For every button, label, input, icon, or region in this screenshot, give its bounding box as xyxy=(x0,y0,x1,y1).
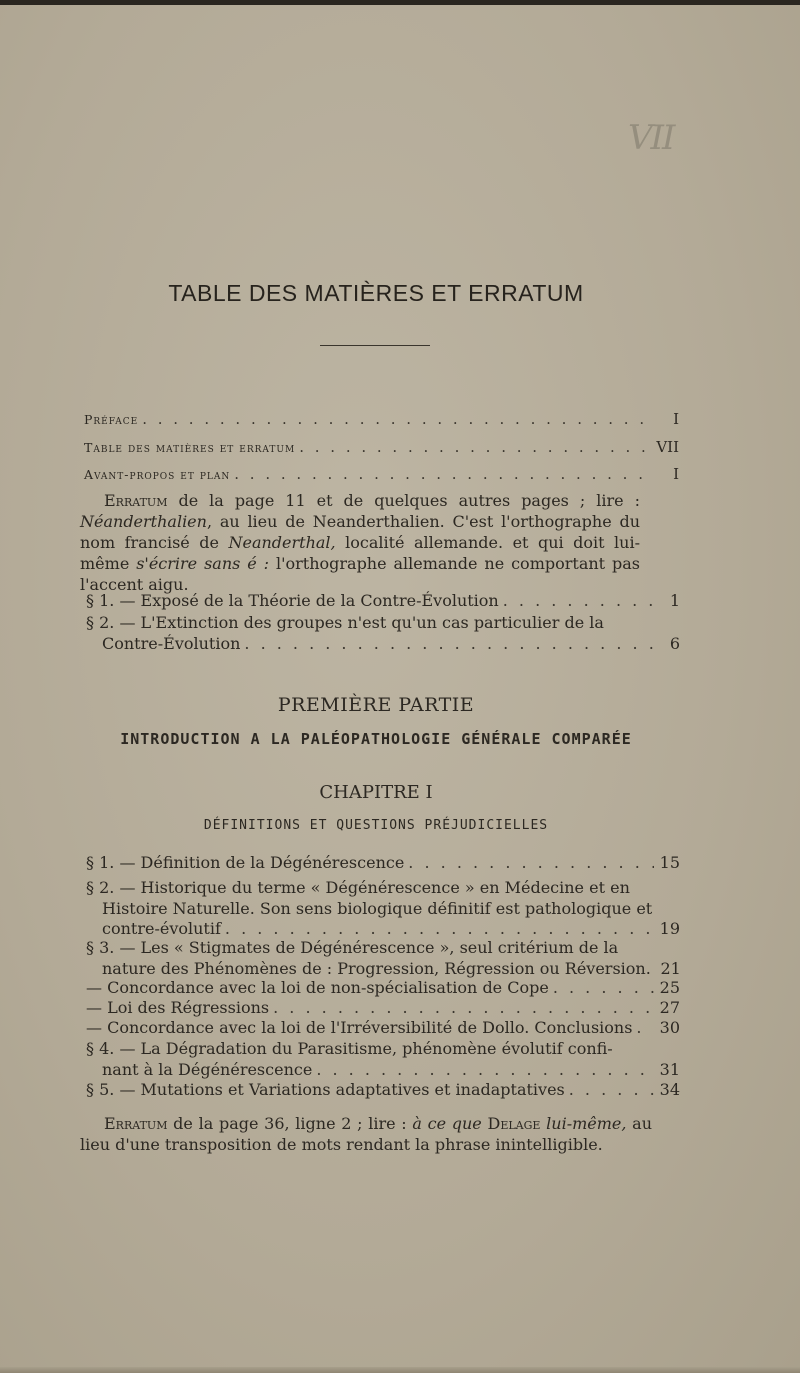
erratum-text: localité allemande. et qui doit lui-même xyxy=(80,533,640,573)
leader-dots xyxy=(273,998,654,1019)
erratum-text: , au lieu de xyxy=(206,512,313,531)
toc-entry-chapter-item[interactable] xyxy=(86,1018,680,1039)
toc-entry-label: Histoire Naturelle. Son sens biologique définitif est pathologique et xyxy=(102,898,653,918)
toc-entry-page: 21 xyxy=(660,958,681,978)
part-heading: PREMIÈRE PARTIE xyxy=(277,694,475,716)
toc-entry-label: Table des matières et erratum xyxy=(84,440,296,455)
toc-entry-section-2[interactable] xyxy=(86,613,680,654)
toc-entry-label: § 4. — La Dégradation du Parasitisme, phénomène évolutif confi- xyxy=(86,1039,613,1058)
leader-dots xyxy=(408,853,654,874)
toc-entry-preface[interactable] xyxy=(84,410,679,428)
erratum-text: l'orthographe allemande ne comportant pas l'accent aigu. xyxy=(80,554,641,594)
toc-entry-label: § 5. — Mutations et Variations adaptatives et inadaptatives xyxy=(86,1080,565,1099)
toc-entry-label: § 2. — Historique du terme « Dégénérescence » en Médecine et en xyxy=(86,878,630,897)
toc-entry-label: contre-évolutif xyxy=(102,919,221,938)
erratum-note-1 xyxy=(80,490,640,595)
erratum-lead: Erratum xyxy=(104,491,168,510)
toc-entry-section-1[interactable] xyxy=(86,591,680,612)
toc-entry-page: 19 xyxy=(659,919,680,938)
erratum-text: de la page 11 et de quelques autres pages ; lire : xyxy=(167,491,640,510)
toc-entry-page: 34 xyxy=(659,1080,680,1099)
toc-entry-label: — Loi des Régressions xyxy=(86,998,270,1017)
erratum-word: s'écrire sans é : xyxy=(136,554,270,573)
leader-dots xyxy=(636,1018,654,1039)
toc-entry-page: 31 xyxy=(659,1059,680,1079)
toc-entry-page: 15 xyxy=(659,853,680,872)
page-top-edge xyxy=(0,0,800,5)
toc-entry-label: — Concordance avec la loi de l'Irréversibilité de Dollo. Conclusions xyxy=(86,1018,633,1037)
erratum-lead: Erratum xyxy=(104,1114,168,1133)
part-subtitle: INTRODUCTION A LA PALÉOPATHOLOGIE GÉNÉRALE COMPARÉE xyxy=(120,730,632,748)
toc-entry-label: Contre-Évolution xyxy=(102,633,241,653)
toc-entry-label: — Concordance avec la loi de non-spécialisation de Cope xyxy=(86,978,549,997)
page-title: TABLE DES MATIÈRES ET ERRATUM xyxy=(168,280,584,306)
toc-entry-page: I xyxy=(673,465,679,483)
toc-entry-label: nant à la Dégénérescence xyxy=(102,1059,313,1079)
leader-dots xyxy=(316,1060,654,1081)
erratum-note-2 xyxy=(80,1113,652,1155)
leader-dots xyxy=(234,465,653,483)
leader-dots xyxy=(569,1080,654,1101)
erratum-name: Delage xyxy=(487,1114,541,1133)
toc-entry-page: 27 xyxy=(659,998,680,1017)
leader-dots xyxy=(142,410,653,428)
toc-entry-label: § 1. — Définition de la Dégénérescence xyxy=(86,853,405,872)
toc-entry-page: VII xyxy=(656,438,679,456)
erratum-text: de la page 36, ligne 2 ; lire : xyxy=(167,1114,413,1133)
erratum-text: au lieu d'une transposition de mots rendant la phrase inintelligible. xyxy=(80,1114,653,1154)
leader-dots xyxy=(503,591,654,612)
toc-entry-chapter-item[interactable] xyxy=(86,998,680,1019)
toc-entry-chapter-item[interactable] xyxy=(86,938,680,979)
leader-dots xyxy=(553,978,654,999)
erratum-word: lui-même, xyxy=(546,1114,627,1133)
title-rule xyxy=(320,345,430,346)
toc-entry-table[interactable] xyxy=(84,438,679,456)
toc-entry-page: 6 xyxy=(669,633,680,653)
toc-entry-page: I xyxy=(673,410,679,428)
toc-entry-chapter-item[interactable] xyxy=(86,1039,680,1080)
toc-entry-page: 30 xyxy=(659,1018,680,1037)
erratum-text: . C'est l'orthographe du nom francisé de xyxy=(80,512,640,552)
leader-dots xyxy=(244,634,654,655)
chapter-subtitle: DÉFINITIONS ET QUESTIONS PRÉJUDICIELLES xyxy=(203,818,549,833)
leader-dots xyxy=(225,919,654,940)
toc-entry-page: 1 xyxy=(669,591,680,610)
toc-entry-avant-propos[interactable] xyxy=(84,465,679,483)
chapter-heading: CHAPITRE I xyxy=(319,782,433,803)
page-number-mark: VII xyxy=(628,118,674,158)
toc-entry-label: nature des Phénomènes de : Progression, Régression ou Réversion. xyxy=(102,958,651,978)
toc-entry-chapter-item[interactable] xyxy=(86,978,680,999)
toc-entry-label: § 1. — Exposé de la Théorie de la Contre-Évolution xyxy=(86,591,499,610)
erratum-word: Neanderthalien xyxy=(312,512,440,531)
toc-entry-chapter-item[interactable] xyxy=(86,853,680,874)
leader-dots xyxy=(299,438,652,456)
toc-entry-label: Avant-propos et plan xyxy=(84,467,231,482)
toc-entry-chapter-item[interactable] xyxy=(86,1080,680,1101)
toc-entry-page: 25 xyxy=(659,978,680,997)
erratum-word: Néanderthalien xyxy=(80,512,207,531)
erratum-word: Neanderthal, xyxy=(228,533,336,552)
toc-entry-label: § 2. — L'Extinction des groupes n'est qu'un cas particulier de la xyxy=(86,613,604,632)
toc-entry-chapter-item[interactable] xyxy=(86,878,680,940)
toc-entry-label: Préface xyxy=(84,412,139,427)
toc-entry-label: § 3. — Les « Stigmates de Dégénérescence », seul critérium de la xyxy=(86,938,619,957)
erratum-word: à ce que xyxy=(412,1114,482,1133)
page-bottom-edge xyxy=(0,1367,800,1373)
